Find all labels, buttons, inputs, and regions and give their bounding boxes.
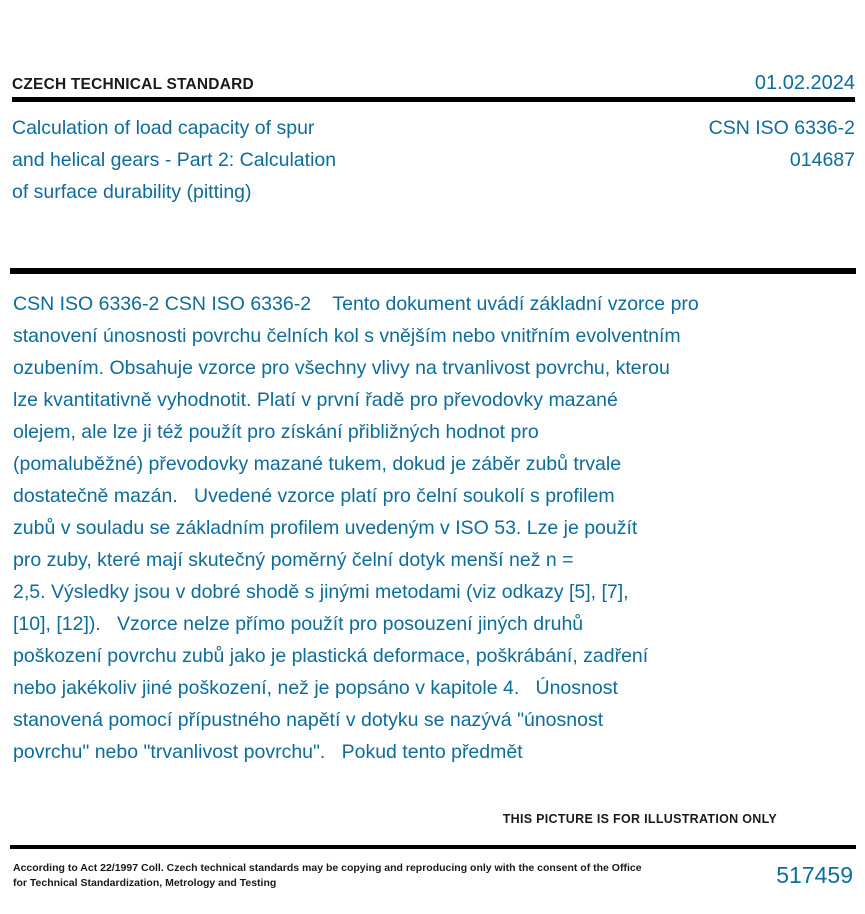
- copyright-notice: [13, 861, 642, 891]
- abstract-divider-rule: [10, 268, 856, 274]
- document-footer: [13, 861, 855, 891]
- abstract-line: [10], [12]). Vzorce nelze přímo použít pro posouzení jiných druhů: [13, 613, 584, 635]
- abstract-line: (pomaluběžné) převodovky mazané tukem, dokud je záběr zubů trvale: [13, 453, 622, 475]
- footer-divider-rule: [10, 845, 856, 849]
- standard-type-label: CZECH TECHNICAL STANDARD: [12, 76, 254, 93]
- illustration-disclaimer: THIS PICTURE IS FOR ILLUSTRATION ONLY: [502, 812, 777, 826]
- abstract-line: ozubením. Obsahuje vzorce pro všechny vlivy na trvanlivost povrchu, kterou: [13, 357, 670, 379]
- document-title: [12, 112, 336, 208]
- title-line-1: Calculation of load capacity of spur: [12, 117, 315, 139]
- standard-designation: CSN ISO 6336-2: [708, 117, 855, 139]
- title-line-3: of surface durability (pitting): [12, 181, 252, 203]
- title-identifiers: [709, 112, 855, 176]
- abstract-line: stanovená pomocí přípustného napětí v dotyku se nazývá "únosnost: [13, 709, 604, 731]
- abstract-line: zubů v souladu se základním profilem uvedeným v ISO 53. Lze je použít: [13, 517, 638, 539]
- copyright-line-2: for Technical Standardization, Metrology and Testing: [13, 877, 277, 889]
- publication-date: 01.02.2024: [754, 72, 855, 94]
- title-line-2: and helical gears - Part 2: Calculation: [12, 149, 337, 171]
- abstract-line: 2,5. Výsledky jsou v dobré shodě s jinými metodami (viz odkazy [5], [7],: [13, 581, 629, 603]
- abstract-line: poškození povrchu zubů jako je plastická deformace, poškrábání, zadření: [13, 645, 649, 667]
- abstract-line: povrchu" nebo "trvanlivost povrchu". Pokud tento předmět: [13, 741, 523, 763]
- abstract-text: [13, 288, 813, 768]
- abstract-line: nebo jakékoliv jiné poškození, než je popsáno v kapitole 4. Únosnost: [13, 677, 618, 699]
- classification-code: 014687: [789, 149, 855, 171]
- abstract-line: stanovení únosnosti povrchu čelních kol s vnějším nebo vnitřním evolventním: [13, 325, 681, 347]
- abstract-line: pro zuby, které mají skutečný poměrný čelní dotyk menší než n =: [13, 549, 574, 571]
- document-header: [12, 72, 855, 96]
- header-divider-rule: [12, 97, 855, 102]
- order-code: 517459: [776, 862, 853, 888]
- title-block: [12, 112, 855, 208]
- abstract-line: olejem, ale lze ji též použít pro získání přibližných hodnot pro: [13, 421, 539, 443]
- copyright-line-1: According to Act 22/1997 Coll. Czech technical standards may be copying and reproducing only with the consent of the Office: [13, 862, 642, 874]
- abstract-line: lze kvantitativně vyhodnotit. Platí v první řadě pro převodovky mazané: [13, 389, 618, 411]
- abstract-line: CSN ISO 6336-2 CSN ISO 6336-2 Tento dokument uvádí základní vzorce pro: [13, 293, 699, 315]
- abstract-line: dostatečně mazán. Uvedené vzorce platí pro čelní soukolí s profilem: [13, 485, 615, 507]
